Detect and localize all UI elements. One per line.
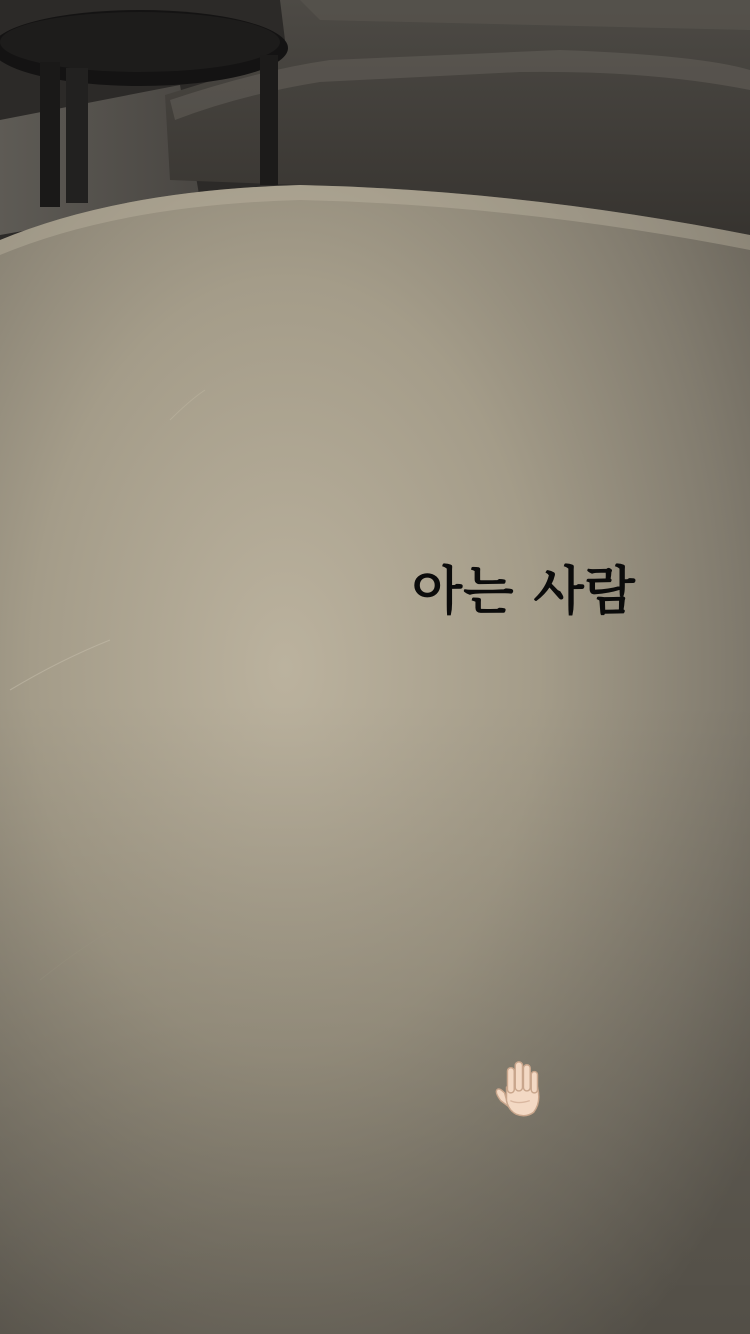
raised-hand-icon[interactable]	[491, 1058, 553, 1120]
story-caption-text: 아는 사람	[412, 562, 637, 622]
